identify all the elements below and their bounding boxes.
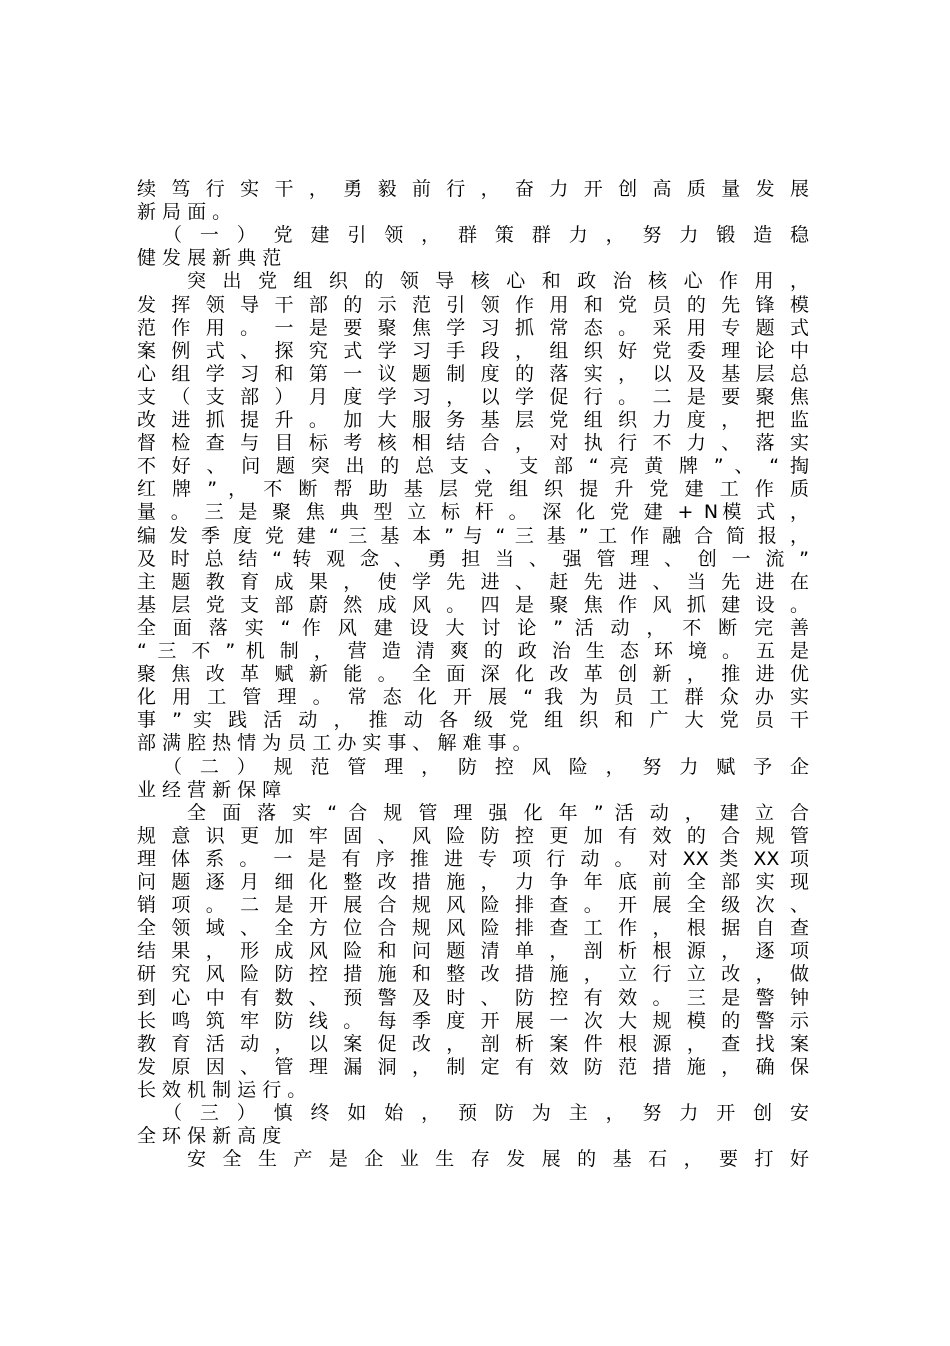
text-line: 量 。 三 是 聚 焦 典 型 立 标 杆 。 深 化 党 建 + N模 式 ， — [137, 501, 809, 523]
text-line: 心 组 学 习 和 第 一 议 题 制 度 的 落 实 ， 以 及 基 层 总 — [137, 363, 809, 385]
text-line: 突 出 党 组 织 的 领 导 核 心 和 政 治 核 心 作 用 ， — [187, 270, 809, 292]
text-line: 销 项 。 二 是 开 展 合 规 风 险 排 查 。 开 展 全 级 次 、 — [137, 894, 809, 916]
text-line: 到 心 中 有 数 、 预 警 及 时 、 防 控 有 效 。 三 是 警 钟 — [137, 987, 809, 1009]
text-line: 案 例 式 、 探 究 式 学 习 手 段 ， 组 织 好 党 委 理 论 中 — [137, 340, 809, 362]
text-line: 长 效 机 制 运 行 。 — [137, 1079, 307, 1101]
text-line: 问 题 逐 月 细 化 整 改 措 施 ， 力 争 年 底 前 全 部 实 现 — [137, 871, 809, 893]
text-line: 编 发 季 度 党 建 “ 三 基 本 ” 与 “ 三 基 ” 工 作 融 合 简 报 ， — [137, 525, 809, 547]
text-line: 化 用 工 管 理 。 常 态 化 开 展 “ 我 为 员 工 群 众 办 实 — [137, 686, 809, 708]
text-line: 事 ” 实 践 活 动 ， 推 动 各 级 党 组 织 和 广 大 党 员 干 — [137, 709, 809, 731]
text-line: 续 笃 行 实 干 ， 勇 毅 前 行 ， 奋 力 开 创 高 质 量 发 展 — [137, 178, 809, 200]
text-line: 教 育 活 动 ， 以 案 促 改 ， 剖 析 案 件 根 源 ， 查 找 案 — [137, 1033, 809, 1055]
text-line: 全 环 保 新 高 度 — [137, 1125, 282, 1147]
text-line: 全 面 落 实 “ 合 规 管 理 强 化 年 ” 活 动 ， 建 立 合 — [187, 802, 809, 824]
text-line: 安 全 生 产 是 企 业 生 存 发 展 的 基 石 ， 要 打 好 — [187, 1148, 809, 1170]
text-line: 发 挥 领 导 干 部 的 示 范 引 领 作 用 和 党 员 的 先 锋 模 — [137, 294, 809, 316]
text-line: 主 题 教 育 成 果 ， 使 学 先 进 、 赶 先 进 、 当 先 进 在 — [137, 571, 809, 593]
text-line: 业 经 营 新 保 障 — [137, 779, 282, 801]
text-line: 结 果 ， 形 成 风 险 和 问 题 清 单 ， 剖 析 根 源 ， 逐 项 — [137, 940, 809, 962]
text-line: 督 检 查 与 目 标 考 核 相 结 合 ， 对 执 行 不 力 、 落 实 — [137, 432, 809, 454]
section-heading-line: （ 三 ） 慎 终 如 始 ， 预 防 为 主 ， 努 力 开 创 安 — [163, 1102, 809, 1124]
text-line: 健 发 展 新 典 范 — [137, 247, 282, 269]
text-line: 支 （ 支 部 ） 月 度 学 习 ， 以 学 促 行 。 二 是 要 聚 焦 — [137, 386, 809, 408]
text-line: 规 意 识 更 加 牢 固 、 风 险 防 控 更 加 有 效 的 合 规 管 — [137, 825, 809, 847]
text-line: 理 体 系 。 一 是 有 序 推 进 专 项 行 动 。 对 XX 类 XX 项 — [137, 848, 809, 870]
text-line: 长 鸣 筑 牢 防 线 。 每 季 度 开 展 一 次 大 规 模 的 警 示 — [137, 1010, 809, 1032]
text-line: 全 领 域 、 全 方 位 合 规 风 险 排 查 工 作 ， 根 据 自 查 — [137, 917, 809, 939]
text-line: 聚 焦 改 革 赋 新 能 。 全 面 深 化 改 革 创 新 ， 推 进 优 — [137, 663, 809, 685]
text-line: 基 层 党 支 部 蔚 然 成 风 。 四 是 聚 焦 作 风 抓 建 设 。 — [137, 594, 809, 616]
section-heading-line: （ 一 ） 党 建 引 领 ， 群 策 群 力 ， 努 力 锻 造 稳 — [163, 224, 809, 246]
text-line: 红 牌 ” ， 不 断 帮 助 基 层 党 组 织 提 升 党 建 工 作 质 — [137, 478, 809, 500]
text-line: 范 作 用 。 一 是 要 聚 焦 学 习 抓 常 态 。 采 用 专 题 式 — [137, 317, 809, 339]
text-line: 新 局 面 。 — [137, 201, 232, 223]
text-line: 研 究 风 险 防 控 措 施 和 整 改 措 施 ， 立 行 立 改 ， 做 — [137, 963, 809, 985]
text-line: 及 时 总 结 “ 转 观 念 、 勇 担 当 、 强 管 理 、 创 一 流 ” — [137, 548, 809, 570]
text-line: 发 原 因 、 管 理 漏 洞 ， 制 定 有 效 防 范 措 施 ， 确 保 — [137, 1056, 809, 1078]
text-line: 不 好 、 问 题 突 出 的 总 支 、 支 部 “ 亮 黄 牌 ” 、 “ 掏 — [137, 455, 809, 477]
section-heading-line: （ 二 ） 规 范 管 理 ， 防 控 风 险 ， 努 力 赋 予 企 — [163, 756, 809, 778]
text-line: 部 满 腔 热 情 为 员 工 办 实 事 、 解 难 事 。 — [137, 732, 532, 754]
text-line: 全 面 落 实 “ 作 风 建 设 大 讨 论 ” 活 动 ， 不 断 完 善 — [137, 617, 809, 639]
text-line: “ 三 不 ” 机 制 ， 营 造 清 爽 的 政 治 生 态 环 境 。 五 是 — [137, 640, 809, 662]
text-line: 改 进 抓 提 升 。 加 大 服 务 基 层 党 组 织 力 度 ， 把 监 — [137, 409, 809, 431]
